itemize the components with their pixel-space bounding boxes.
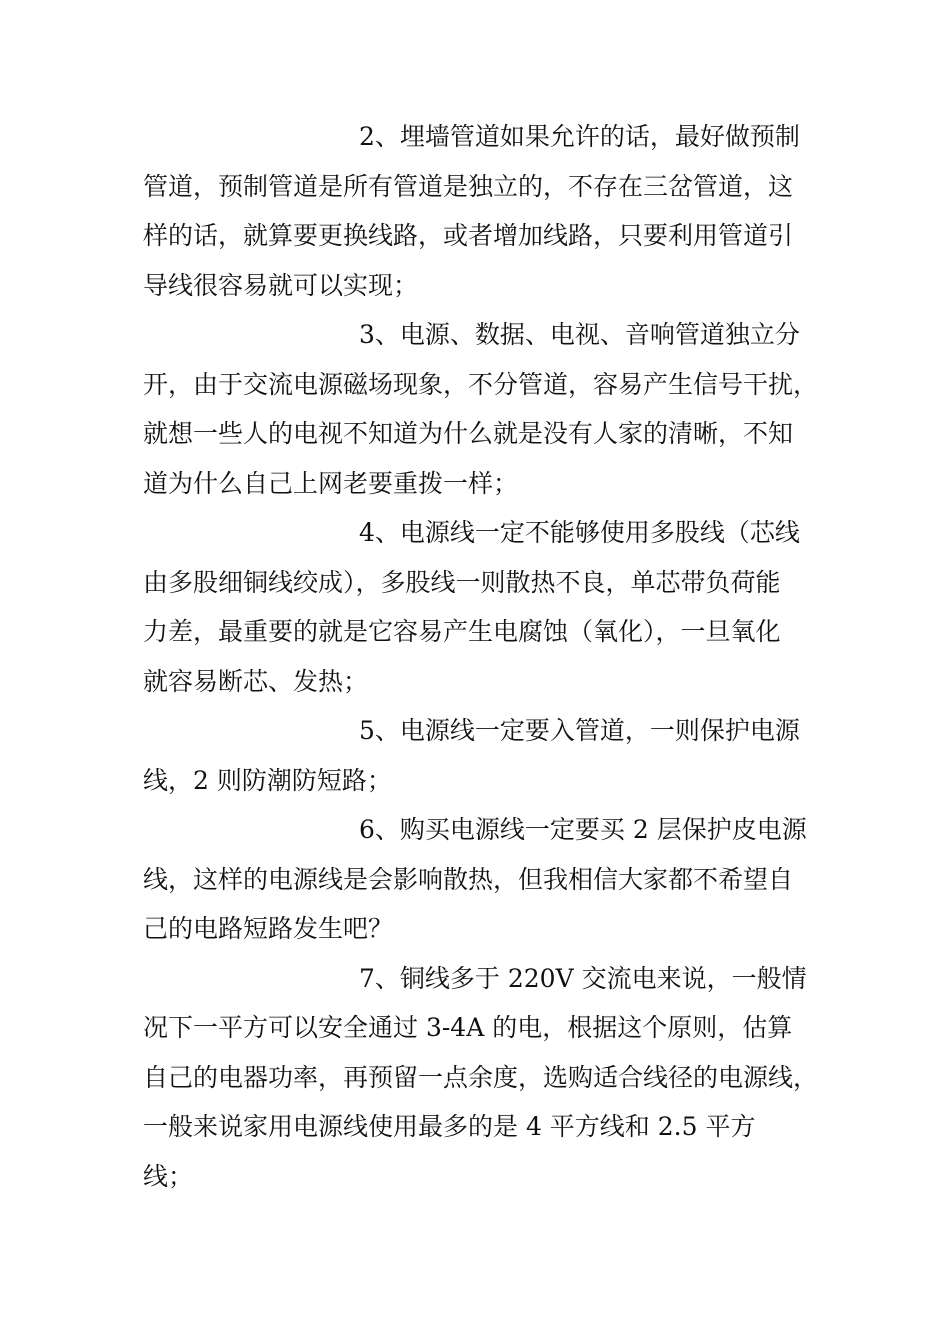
paragraph-line: 3、电源、数据、电视、音响管道独立分 bbox=[359, 320, 800, 349]
document-body bbox=[143, 112, 819, 1201]
paragraph-line: 由多股细铜线绞成），多股线一则散热不良，单芯带负荷能 bbox=[143, 567, 781, 597]
paragraph-line: 开，由于交流电源磁场现象，不分管道，容易产生信号干扰， bbox=[143, 369, 819, 399]
paragraph-4 bbox=[143, 508, 809, 706]
paragraph-line: 就想一些人的电视不知道为什么就是没有人家的清晰，不知 bbox=[143, 419, 794, 448]
paragraph-line: 4、电源线一定不能够使用多股线（芯线 bbox=[359, 518, 800, 547]
paragraph-3 bbox=[143, 310, 819, 508]
paragraph-line: 线，2 则防潮防短路； bbox=[143, 765, 392, 795]
paragraph-line: 道为什么自己上网老要重拨一样； bbox=[143, 468, 519, 498]
paragraph-line: 就容易断芯、发热； bbox=[143, 666, 369, 696]
paragraph-line: 自己的电器功率，再预留一点余度，选购适合线径的电源线， bbox=[143, 1062, 819, 1092]
paragraph-line: 一般来说家用电源线使用最多的是 4 平方线和 2.5 平方 bbox=[143, 1112, 756, 1141]
paragraph-5 bbox=[143, 706, 809, 805]
paragraph-line: 样的话，就算要更换线路，或者增加线路，只要利用管道引 bbox=[143, 221, 794, 250]
paragraph-line: 管道，预制管道是所有管道是独立的，不存在三岔管道，这 bbox=[143, 171, 794, 201]
paragraph-6 bbox=[143, 805, 809, 954]
paragraph-line: 线； bbox=[143, 1161, 194, 1191]
paragraph-line: 线，这样的电源线是会影响散热，但我相信大家都不希望自 bbox=[143, 864, 794, 894]
paragraph-line: 己的电路短路发生吧？ bbox=[143, 914, 394, 943]
paragraph-line: 力差，最重要的就是它容易产生电腐蚀（氧化），一旦氧化 bbox=[143, 617, 781, 646]
paragraph-2 bbox=[143, 112, 809, 310]
paragraph-line: 7、铜线多于 220V 交流电来说，一般情 bbox=[359, 963, 807, 993]
paragraph-line: 况下一平方可以安全通过 3-4A 的电，根据这个原则，估算 bbox=[143, 1013, 793, 1042]
paragraph-line: 5、电源线一定要入管道，一则保护电源 bbox=[359, 716, 800, 745]
paragraph-7 bbox=[143, 954, 819, 1202]
paragraph-line: 2、埋墙管道如果允许的话，最好做预制 bbox=[359, 122, 800, 151]
paragraph-line: 导线很容易就可以实现； bbox=[143, 270, 419, 300]
paragraph-line: 6、购买电源线一定要买 2 层保护皮电源 bbox=[359, 815, 807, 844]
